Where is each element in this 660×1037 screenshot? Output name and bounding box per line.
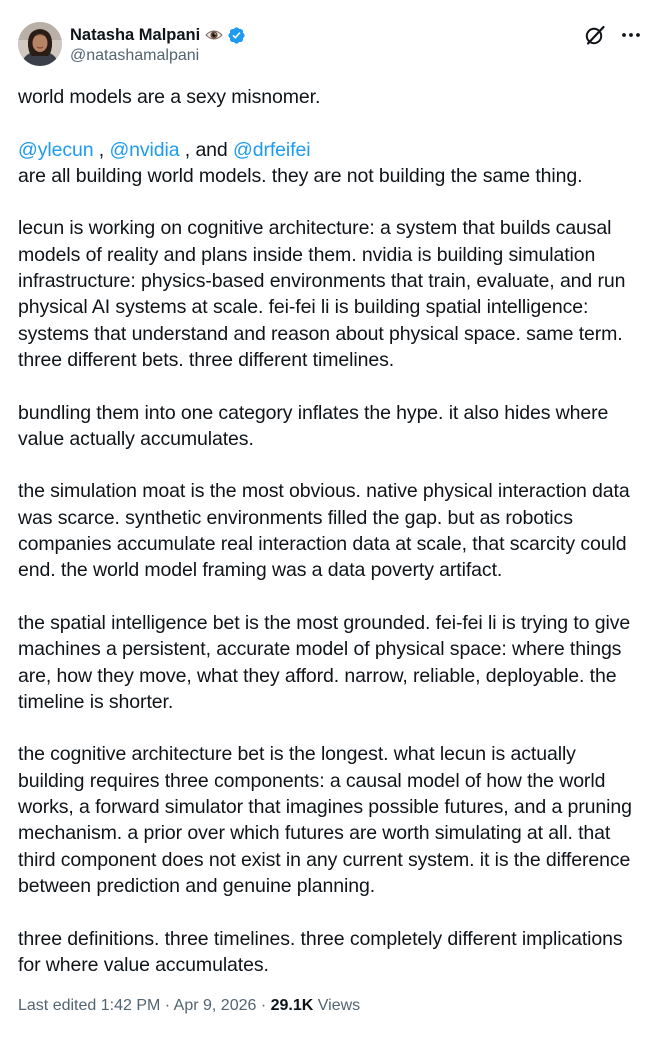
text-line: are, how they move, what they afford. narrow, reliable, deployable. the [18,664,617,687]
tweet-header [18,22,642,70]
tweet-time: 1:42 PM [100,997,161,1014]
paragraph-6 [18,610,648,715]
text-line: mechanism. a prior over which futures are worth simulating at all. that [18,822,611,845]
text-line: third component does not exist in any current system. it is the difference [18,848,631,871]
mention-drfeifei[interactable]: @drfeifei [233,138,311,161]
text-line: value actually accumulates. [18,427,254,450]
paragraph-2 [18,137,648,190]
mention-separator-2: , and [179,138,233,161]
edited-label[interactable]: Last edited [18,997,97,1014]
tweet-date: Apr 9, 2026 [173,997,257,1014]
paragraph-8 [18,926,648,979]
text-line: works, a forward simulator that imagines possible futures, and a pruning [18,796,632,819]
text-line: between prediction and genuine planning. [18,874,376,897]
text-line: the simulation moat is the most obvious. native physical interaction data [18,480,630,503]
meta-separator: · [256,997,271,1014]
text-line: models of reality and plans inside them. nvidia is building simulation [18,243,596,266]
text-line: for where value accumulates. [18,953,269,976]
text-line: companies accumulate real interaction data at scale, that scarcity could [18,533,627,556]
paragraph-2-text: are all building world models. they are not building the same thing. [18,164,583,187]
text-line: building requires three components: a causal model of how the world [18,769,606,792]
text-line: lecun is working on cognitive architecture: a system that builds causal [18,217,612,240]
text-line: the spatial intelligence bet is the most grounded. fei-fei li is trying to give [18,611,631,634]
more-options-icon[interactable] [620,28,642,42]
eye-emoji-icon [205,28,223,42]
text-line: infrastructure: physics-based environments that train, evaluate, and run [18,270,626,293]
text-line: the cognitive architecture bet is the longest. what lecun is actually [18,743,576,766]
paragraph-3 [18,215,648,373]
meta-separator: · [160,997,174,1014]
mention-nvidia[interactable]: @nvidia [109,138,180,161]
mention-separator-1: , [93,138,110,161]
paragraph-7 [18,741,648,899]
tweet-body [18,84,648,978]
display-name-row [70,24,246,46]
text-line: end. the world model framing was a data poverty artifact. [18,559,503,582]
text-line: bundling them into one category inflates the hype. it also hides where [18,401,609,424]
grok-icon[interactable] [584,24,606,46]
text-line: three definitions. three timelines. three completely different implications [18,927,623,950]
views-label: Views [313,997,361,1014]
tweet-meta [18,997,360,1015]
author-names [70,24,246,65]
text-line: timeline is shorter. [18,690,174,713]
paragraph-4 [18,400,648,453]
timestamp-link[interactable] [101,997,257,1014]
paragraph-1: world models are a sexy misnomer. [18,86,321,108]
views-count[interactable]: 29.1K [270,997,314,1014]
text-line: physical AI systems at scale. fei-fei li is building spatial intelligence: [18,296,589,319]
paragraph-5 [18,478,648,583]
avatar[interactable] [18,22,62,66]
mention-ylecun[interactable]: @ylecun [18,138,94,161]
text-line: systems that understand and reason about physical space. same term. [18,322,623,345]
verified-badge-icon[interactable] [227,26,246,45]
text-line: was scarce. synthetic environments filled the gap. but as robotics [18,506,573,529]
display-name[interactable]: Natasha Malpani [70,25,201,44]
author-handle[interactable]: @natashamalpani [70,47,200,64]
text-line: three different bets. three different timelines. [18,348,395,371]
text-line: machines a persistent, accurate model of physical space: where things [18,638,622,661]
